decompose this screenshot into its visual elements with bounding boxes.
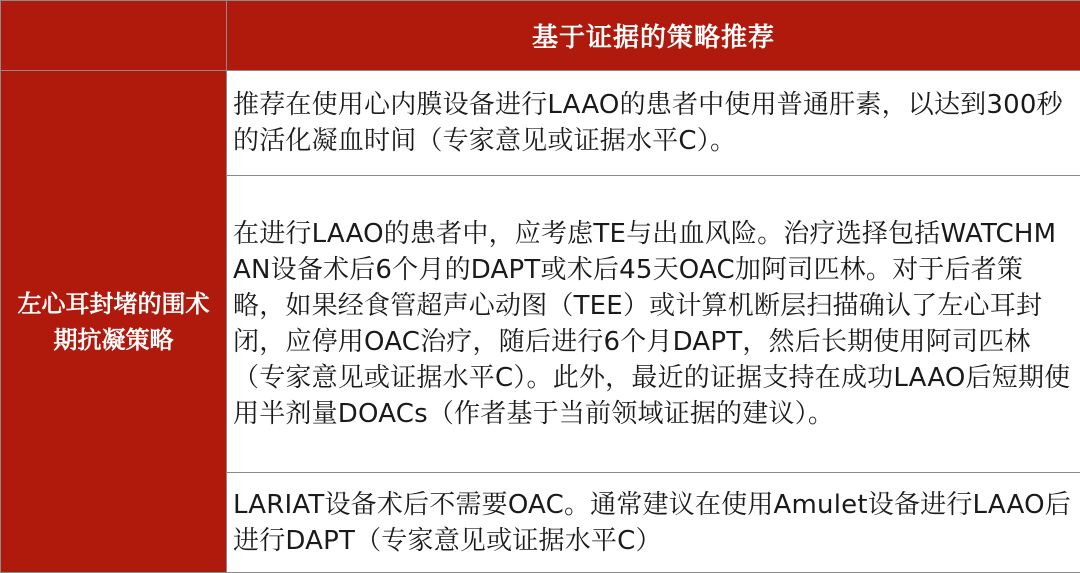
recommendation-cell-3: LARIAT设备术后不需要OAC。通常建议在使用Amulet设备进行LAAO后进行DAPT（专家意见或证据水平C） — [227, 473, 1080, 573]
table-row — [1, 71, 1080, 176]
header-blank-cell — [1, 1, 227, 71]
table-header-title: 基于证据的策略推荐 — [227, 1, 1080, 71]
row-group-label: 左心耳封堵的围术期抗凝策略 — [1, 71, 227, 573]
recommendation-cell-1: 推荐在使用心内膜设备进行LAAO的患者中使用普通肝素，以达到300秒的活化凝血时间（专家意见或证据水平C）。 — [227, 71, 1080, 176]
header-row — [1, 1, 1080, 71]
recommendation-cell-2: 在进行LAAO的患者中，应考虑TE与出血风险。治疗选择包括WATCHMAN设备术后6个月的DAPT或术后45天OAC加阿司匹林。对于后者策略，如果经食管超声心动图（TEE）或计算机断层扫描确认了左心耳封闭，应停用OAC治疗，随后进行6个月DAPT，然后长期使用阿司匹林（专家意见或证据水平C）。此外，最近的证据支持在成功LAAO后短期使用半剂量DOACs（作者基于当前领域证据的建议）。 — [227, 176, 1080, 473]
